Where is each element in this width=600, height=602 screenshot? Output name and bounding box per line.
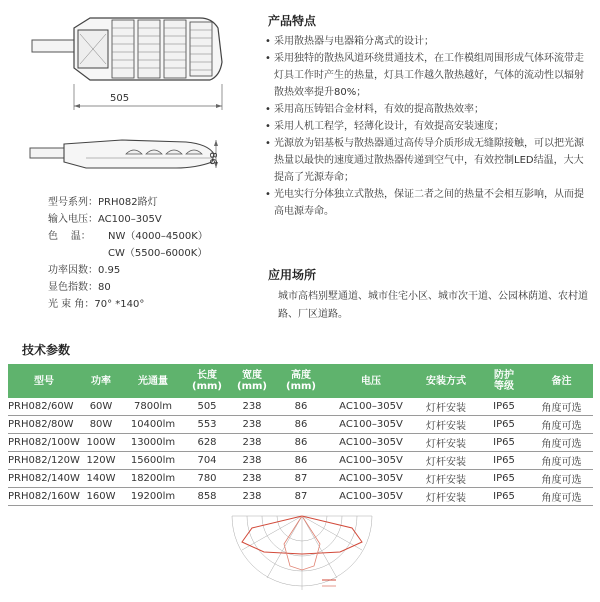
cell-power: 160W [80, 488, 122, 506]
cell-width: 238 [230, 416, 274, 434]
cell-ip: IP65 [478, 452, 530, 470]
cell-power: 140W [80, 470, 122, 488]
header-width: 宽度 (mm) [230, 364, 274, 398]
cell-note: 角度可选 [530, 488, 593, 506]
cell-height: 86 [274, 398, 328, 416]
cell-height: 86 [274, 452, 328, 470]
cell-length: 780 [184, 470, 230, 488]
applications-title: 应用场所 [268, 268, 317, 282]
cell-ip: IP65 [478, 470, 530, 488]
cell-voltage: AC100–305V [328, 416, 414, 434]
header-note: 备注 [530, 364, 593, 398]
top-view-drawing [30, 6, 245, 118]
header-power: 功率 [80, 364, 122, 398]
spec-voltage: 输入电压：AC100–305V [48, 214, 162, 225]
cell-power: 100W [80, 434, 122, 452]
feature-item: • 光源放为铝基板与散热器通过高传导介质形成无缝隙接触，可以把光源热量以最快的速度通过散热器传递到空气中，有效控制LED结温，大大提高了光源寿命； [265, 135, 587, 186]
cell-length: 553 [184, 416, 230, 434]
cell-flux: 19200lm [122, 488, 184, 506]
spec-beam-angle: 光 束 角：70° *140° [48, 299, 145, 310]
cell-install: 灯杆安装 [414, 452, 478, 470]
cell-model: PRH082/160W [8, 488, 80, 506]
feature-item: • 光电实行分体独立式散热，保证二者之间的热量不会相互影响，从而提高电源寿命。 [265, 186, 587, 220]
spec-color-temp: 色 温： NW（4000–4500K） [48, 231, 208, 242]
feature-item: • 采用散热器与电器箱分离式的设计； [265, 33, 587, 50]
cell-note: 角度可选 [530, 434, 593, 452]
cell-voltage: AC100–305V [328, 398, 414, 416]
cell-note: 角度可选 [530, 452, 593, 470]
tech-title: 技术参数 [22, 343, 71, 357]
cell-length: 628 [184, 434, 230, 452]
cell-ip: IP65 [478, 416, 530, 434]
header-voltage: 电压 [328, 364, 414, 398]
feature-item: • 采用高压铸铝合金材料，有效的提高散热效率； [265, 101, 587, 118]
tech-table [8, 364, 593, 506]
table-row [8, 398, 593, 416]
cell-model: PRH082/100W [8, 434, 80, 452]
cell-height: 86 [274, 434, 328, 452]
cell-power: 120W [80, 452, 122, 470]
cell-height: 87 [274, 470, 328, 488]
features-title: 产品特点 [268, 14, 317, 28]
header-height: 高度 (mm) [274, 364, 328, 398]
header-install: 安装方式 [414, 364, 478, 398]
cell-install: 灯杆安装 [414, 488, 478, 506]
cell-flux: 15600lm [122, 452, 184, 470]
cell-model: PRH082/80W [8, 416, 80, 434]
cell-install: 灯杆安装 [414, 434, 478, 452]
cell-voltage: AC100–305V [328, 470, 414, 488]
length-dimension-label: 505 [110, 93, 130, 104]
cell-model: PRH082/60W [8, 398, 80, 416]
cell-width: 238 [230, 452, 274, 470]
cell-ip: IP65 [478, 398, 530, 416]
cell-install: 灯杆安装 [414, 470, 478, 488]
header-flux: 光通量 [122, 364, 184, 398]
cell-power: 80W [80, 416, 122, 434]
feature-item: • 采用独特的散热风道环绕贯通技术，在工作模组周围形成气体环流带走灯具工作时产生的热量，灯具工作越久散热越好，气体的流动性以辐射散热效率提升80%； [265, 50, 587, 101]
header-model: 型号 [8, 364, 80, 398]
cell-install: 灯杆安装 [414, 398, 478, 416]
cell-flux: 10400lm [122, 416, 184, 434]
features-list [265, 33, 587, 220]
cell-voltage: AC100–305V [328, 488, 414, 506]
cell-voltage: AC100–305V [328, 434, 414, 452]
applications-text: 城市高档别墅通道、城市住宅小区、城市次干道、公园林荫道、农村道路、厂区道路。 [278, 291, 588, 320]
spec-cri: 显色指数：80 [48, 282, 111, 293]
table-row [8, 488, 593, 506]
cell-length: 704 [184, 452, 230, 470]
cell-height: 86 [274, 416, 328, 434]
cell-length: 505 [184, 398, 230, 416]
cell-height: 87 [274, 488, 328, 506]
cell-voltage: AC100–305V [328, 452, 414, 470]
header-length: 长度 (mm) [184, 364, 230, 398]
cell-model: PRH082/140W [8, 470, 80, 488]
table-row [8, 434, 593, 452]
cell-note: 角度可选 [530, 470, 593, 488]
cell-width: 238 [230, 434, 274, 452]
cell-width: 238 [230, 488, 274, 506]
cell-flux: 7800lm [122, 398, 184, 416]
cell-install: 灯杆安装 [414, 416, 478, 434]
cell-note: 角度可选 [530, 398, 593, 416]
header-ip: 防护 等级 [478, 364, 530, 398]
cell-width: 238 [230, 398, 274, 416]
side-view-drawing [26, 132, 226, 184]
cell-width: 238 [230, 470, 274, 488]
table-row [8, 470, 593, 488]
cell-flux: 13000lm [122, 434, 184, 452]
spec-series: 型号系列：PRH082路灯 [48, 197, 158, 208]
cell-ip: IP65 [478, 434, 530, 452]
cell-length: 858 [184, 488, 230, 506]
cell-note: 角度可选 [530, 416, 593, 434]
cell-power: 60W [80, 398, 122, 416]
height-dimension-label: 86 [207, 152, 218, 165]
light-distribution-chart [212, 508, 392, 602]
spec-power-factor: 功率因数：0.95 [48, 265, 121, 276]
cell-model: PRH082/120W [8, 452, 80, 470]
cell-flux: 18200lm [122, 470, 184, 488]
table-row [8, 416, 593, 434]
cell-ip: IP65 [478, 488, 530, 506]
tech-table-header [8, 364, 593, 398]
feature-item: • 采用人机工程学，轻薄化设计，有效提高安装速度； [265, 118, 587, 135]
table-row [8, 452, 593, 470]
spec-color-temp-cw: CW（5500–6000K） [108, 248, 208, 259]
